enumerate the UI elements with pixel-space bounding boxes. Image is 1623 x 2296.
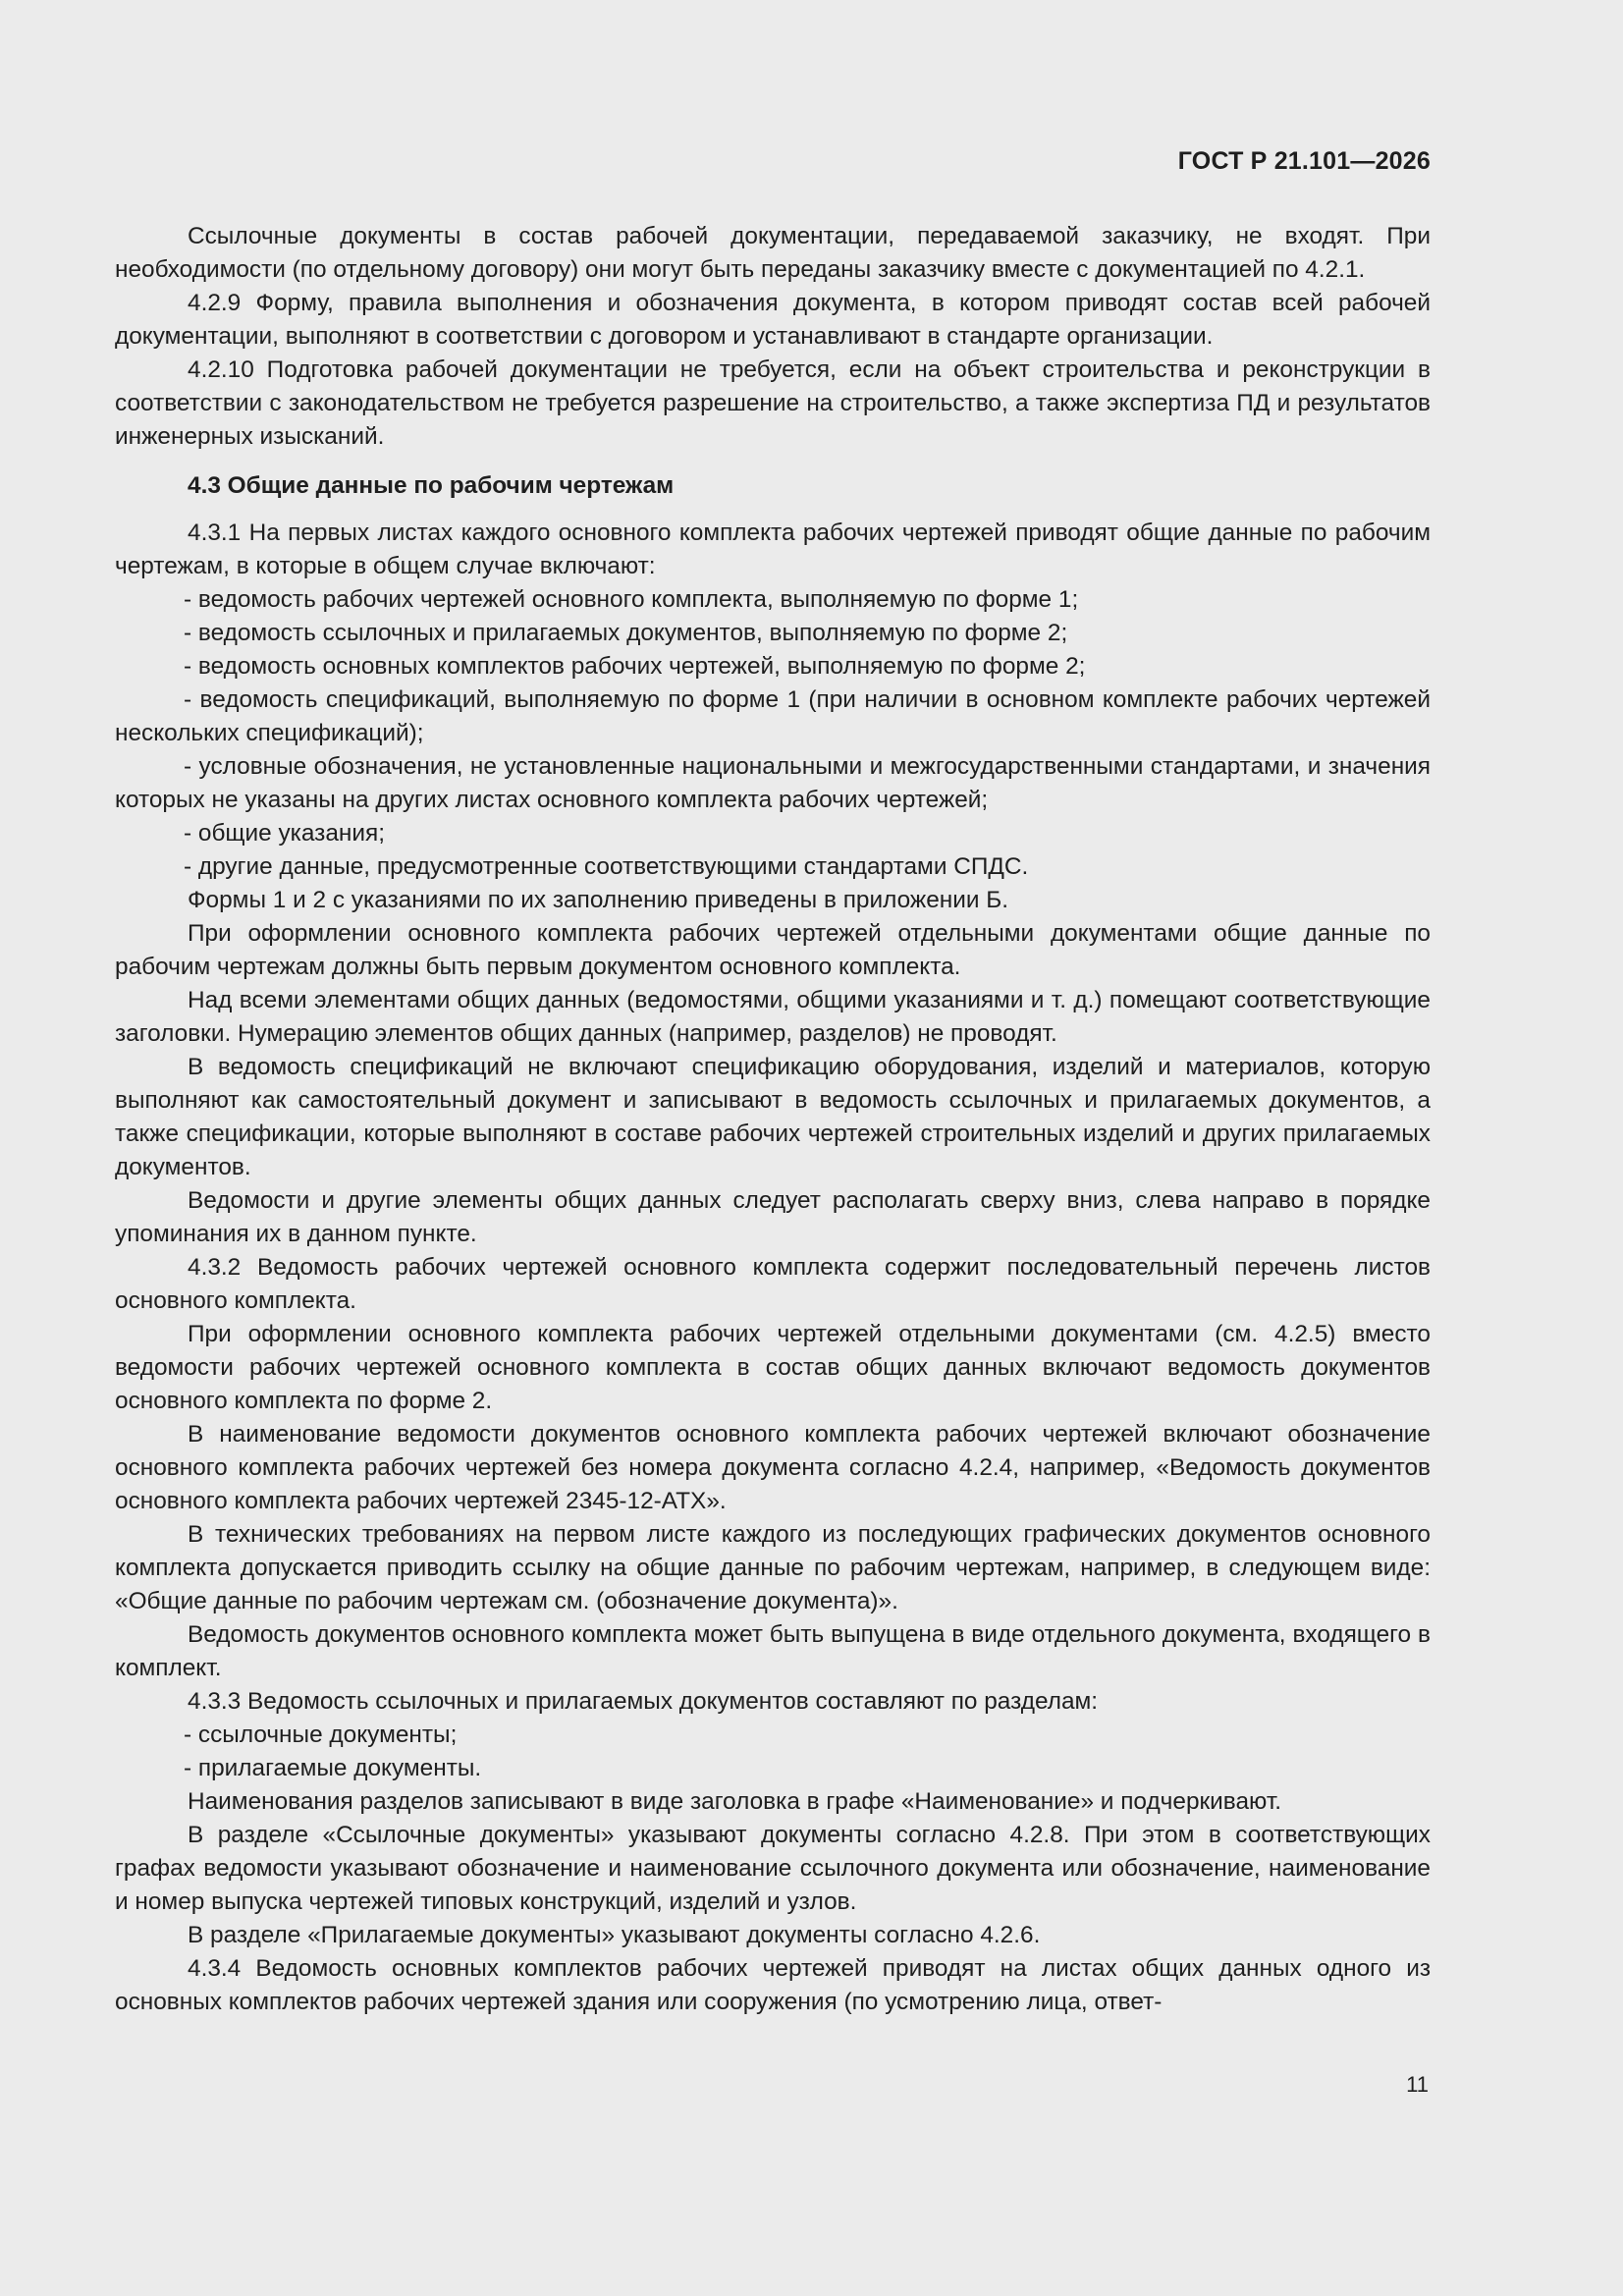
paragraph: При оформлении основного комплекта рабочих чертежей отдельными документами общие данные по рабочим чертежам должны быть первым документом основного комплекта.	[115, 920, 1431, 980]
paragraph: В разделе «Ссылочные документы» указывают документы согласно 4.2.8. При этом в соответствующих графах ведомости указывают обозначение и наименование ссылочного документа или обозначение, наименование и номер выпуска чертежей типовых конструкций, изделий и узлов.	[115, 1822, 1431, 1915]
paragraph: В ведомость спецификаций не включают спецификацию оборудования, изделий и материалов, которую выполняют как самостоятельный документ и записывают в ведомость ссылочных и прилагаемых документов, а также спецификации, которые выполняют в составе рабочих чертежей строительных изделий и других прилагаемых документов.	[115, 1054, 1431, 1180]
paragraph: 4.2.9 Форму, правила выполнения и обозначения документа, в котором приводят состав всей рабочей документации, выполняют в соответствии с договором и устанавливают в стандарте организации.	[115, 290, 1431, 350]
page-number: 11	[1406, 2072, 1429, 2097]
paragraph: 4.3.4 Ведомость основных комплектов рабочих чертежей приводят на листах общих данных одного из основных комплектов рабочих чертежей здания или сооружения (по усмотрению лица, ответ-	[115, 1955, 1431, 2015]
list-item: - ссылочные документы;	[184, 1722, 458, 1748]
paragraph: В технических требованиях на первом листе каждого из последующих графических документов основного комплекта допускается приводить ссылку на общие данные по рабочим чертежам, например, в следующем виде: «Общие данные по рабочим чертежам см. (обозначение документа)».	[115, 1521, 1431, 1614]
paragraph: Формы 1 и 2 с указаниями по их заполнению приведены в приложении Б.	[188, 887, 1009, 913]
document-body	[115, 220, 1431, 2019]
list-item: - другие данные, предусмотренные соответствующими стандартами СПДС.	[184, 853, 1029, 880]
list-item: - общие указания;	[184, 820, 385, 847]
paragraph: Над всеми элементами общих данных (ведомостями, общими указаниями и т. д.) помещают соответствующие заголовки. Нумерацию элементов общих данных (например, разделов) не проводят.	[115, 987, 1431, 1047]
section-heading: 4.3 Общие данные по рабочим чертежам	[188, 472, 675, 499]
paragraph: 4.3.3 Ведомость ссылочных и прилагаемых документов составляют по разделам:	[188, 1688, 1099, 1715]
list-item: - прилагаемые документы.	[184, 1755, 482, 1781]
paragraph: Ведомости и другие элементы общих данных следует располагать сверху вниз, слева направо в порядке упоминания их в данном пункте.	[115, 1187, 1431, 1247]
list-item: - ведомость рабочих чертежей основного комплекта, выполняемую по форме 1;	[184, 586, 1079, 613]
paragraph: В разделе «Прилагаемые документы» указывают документы согласно 4.2.6.	[188, 1922, 1041, 1948]
paragraph: 4.3.1 На первых листах каждого основного комплекта рабочих чертежей приводят общие данные по рабочим чертежам, в которые в общем случае включают:	[115, 519, 1431, 579]
paragraph: При оформлении основного комплекта рабочих чертежей отдельными документами (см. 4.2.5) вместо ведомости рабочих чертежей основного комплекта в состав общих данных включают ведомость документов основного комплекта по форме 2.	[115, 1321, 1431, 1414]
paragraph: В наименование ведомости документов основного комплекта рабочих чертежей включают обозначение основного комплекта рабочих чертежей без номера документа согласно 4.2.4, например, «Ведомость документов основного комплекта рабочих чертежей 2345-12-АТХ».	[115, 1421, 1431, 1514]
paragraph: Наименования разделов записывают в виде заголовка в графе «Наименование» и подчеркивают.	[188, 1788, 1282, 1815]
list-item: - ведомость ссылочных и прилагаемых документов, выполняемую по форме 2;	[184, 620, 1068, 646]
standard-designation: ГОСТ Р 21.101—2026	[1177, 147, 1431, 175]
paragraph: 4.3.2 Ведомость рабочих чертежей основного комплекта содержит последовательный перечень листов основного комплекта.	[115, 1254, 1431, 1314]
paragraph: Ссылочные документы в состав рабочей документации, передаваемой заказчику, не входят. При необходимости (по отдельному договору) они могут быть переданы заказчику вместе с документацией по 4.2.1.	[115, 223, 1431, 283]
list-item: - ведомость основных комплектов рабочих чертежей, выполняемую по форме 2;	[184, 653, 1086, 680]
paragraph: 4.2.10 Подготовка рабочей документации не требуется, если на объект строительства и реконструкции в соответствии с законодательством не требуется разрешение на строительство, а также экспертиза ПД и результатов инженерных изысканий.	[115, 356, 1431, 450]
paragraph: Ведомость документов основного комплекта может быть выпущена в виде отдельного документа, входящего в комплект.	[115, 1621, 1431, 1681]
list-item: - условные обозначения, не установленные национальными и межгосударственными стандартами, и значения которых не указаны на других листах основного комплекта рабочих чертежей;	[115, 753, 1431, 813]
list-item: - ведомость спецификаций, выполняемую по форме 1 (при наличии в основном комплекте рабочих чертежей нескольких спецификаций);	[115, 686, 1431, 746]
